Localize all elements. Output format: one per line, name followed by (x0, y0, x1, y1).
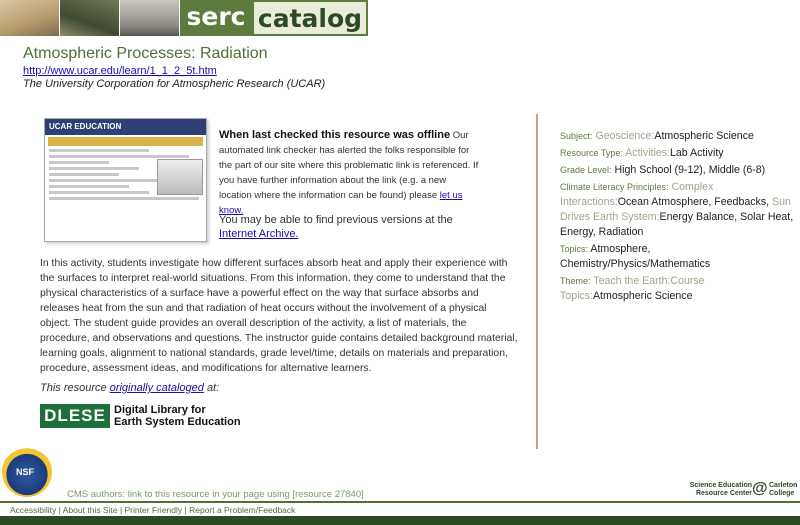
meta-subject (560, 129, 796, 144)
resource-description: In this activity, students investigate how different surfaces absorb heat and apply their experience with the surfaces to interpret real-world situations. From this information, they come to understand that the physical characteristics of a surface have a powerful effect on the way that surface absorbs and releases heat from the sun and that radiation of heat occurs without the involvement of a physical object. The student guide provides an overall description of the activity, a list of materials, the procedure, and observations and questions. The instructor guide contains detailed background material, learning goals, alignment to national standards, grade level/time, details on materials and preparation, procedure, assessment ideas, and modifications for alternative learners. (40, 258, 518, 374)
footer-separator: | (56, 505, 63, 515)
header-photo-lab (120, 0, 180, 36)
footer-link-report-problem[interactable]: Report a Problem/Feedback (189, 505, 296, 515)
header-banner (0, 0, 368, 36)
dlese-logo-link[interactable] (40, 404, 241, 428)
thumbnail-title-bar (48, 137, 203, 146)
header-photo-landscape (60, 0, 120, 36)
dlese-line2: Earth System Education (114, 416, 241, 428)
column-divider (536, 114, 538, 449)
thumbnail-line (49, 197, 199, 200)
resource-organization: The University Corporation for Atmospheric Research (UCAR) (23, 78, 326, 90)
meta-theme-value[interactable]: Atmospheric Science (592, 290, 693, 302)
cataloged-line (40, 382, 219, 394)
thumbnail-image (157, 159, 203, 195)
previous-versions-notice (219, 213, 481, 241)
footer-bar (0, 516, 800, 525)
dlese-mark: DLESE (40, 404, 110, 428)
meta-topics-label: Topics: (560, 244, 589, 254)
cataloged-prefix: This resource (40, 382, 107, 394)
footer-separator: | (182, 505, 190, 515)
footer-link-about[interactable]: About this Site (62, 505, 118, 515)
meta-grade (560, 163, 796, 178)
header-photo-field (0, 0, 60, 36)
meta-theme-link[interactable]: Teach the Earth:Course Topics: (560, 275, 705, 302)
meta-type-label: Resource Type: (560, 148, 623, 158)
originally-cataloged-link[interactable]: originally cataloged (109, 382, 204, 394)
meta-topics-value[interactable]: Atmosphere, Chemistry/Physics/Mathematics (560, 243, 711, 270)
offline-notice (219, 128, 481, 218)
thumbnail-line (49, 167, 139, 170)
meta-climate (560, 180, 796, 240)
meta-type (560, 146, 796, 161)
internet-archive-link[interactable]: Internet Archive. (219, 228, 299, 240)
previous-versions-text: You may be able to find previous versions at the (219, 214, 453, 226)
serc-footer-logo[interactable] (688, 482, 752, 498)
catalog-logo[interactable]: catalog (252, 0, 368, 36)
header-photos (0, 0, 180, 36)
thumbnail-header: UCAR EDUCATION (45, 119, 206, 135)
meta-theme-label: Theme: (560, 276, 591, 286)
offline-heading: When last checked this resource was offline (219, 129, 451, 141)
meta-theme (560, 274, 796, 304)
meta-climate-label: Climate Literacy Principles: (560, 182, 669, 192)
carleton-logo[interactable] (769, 482, 797, 498)
dlese-line1: Digital Library for (114, 404, 206, 416)
footer-link-printer-friendly[interactable]: Printer Friendly (124, 505, 183, 515)
offline-body: Our automated link checker has alerted the folks responsible for the part of our site where this problematic link is referenced. If you have further information about the link (e.g. a new location where the information can be found) please (219, 130, 479, 201)
carleton-line1: Carleton (769, 482, 798, 489)
resource-thumbnail[interactable] (44, 118, 207, 242)
thumbnail-line (49, 161, 109, 164)
let-us-know-link[interactable]: let us know. (219, 190, 463, 216)
meta-subject-value[interactable]: Atmospheric Science (654, 130, 754, 142)
thumbnail-line (49, 155, 189, 158)
footer-separator: | (117, 505, 125, 515)
thumbnail-line (49, 185, 129, 188)
meta-climate-value1[interactable]: Ocean Atmosphere, Feedbacks, (617, 196, 770, 208)
footer-rule (0, 501, 800, 503)
cms-authors-note: CMS authors: link to this resource in your page using [resource 27840] (67, 489, 364, 500)
page-title: Atmospheric Processes: Radiation (23, 45, 268, 62)
meta-climate-link2[interactable]: Sun Drives Earth System: (560, 196, 791, 223)
thumbnail-line (49, 191, 149, 194)
meta-subject-label: Subject: (560, 131, 593, 141)
resource-url-link[interactable]: http://www.ucar.edu/learn/1_1_2_5t.htm (23, 65, 217, 77)
nsf-logo-text: NSF (16, 467, 34, 477)
meta-topics (560, 242, 796, 272)
thumbnail-line (49, 179, 169, 182)
carleton-line2: College (769, 490, 795, 497)
meta-climate-value2[interactable]: Energy Balance, Solar Heat, Energy, Radiation (560, 211, 794, 238)
at-symbol: @ (752, 480, 768, 497)
meta-grade-value[interactable]: High School (9-12), Middle (6-8) (614, 164, 766, 176)
meta-subject-link[interactable]: Geoscience: (595, 130, 655, 142)
serc-logo[interactable]: serc (180, 0, 252, 36)
serc-footer-line1: Science Education (689, 482, 752, 489)
footer-links (10, 505, 295, 515)
dlese-text (114, 404, 241, 428)
resource-metadata (560, 129, 796, 306)
thumbnail-line (49, 173, 119, 176)
serc-footer-line2: Resource Center (695, 490, 752, 497)
footer-link-accessibility[interactable]: Accessibility (10, 505, 57, 515)
meta-type-value[interactable]: Lab Activity (669, 147, 724, 159)
meta-grade-label: Grade Level: (560, 165, 612, 175)
meta-climate-link1[interactable]: Complex Interactions: (560, 181, 714, 208)
meta-type-link[interactable]: Activities: (625, 147, 670, 159)
thumbnail-line (49, 149, 149, 152)
cataloged-suffix: at: (206, 382, 220, 394)
